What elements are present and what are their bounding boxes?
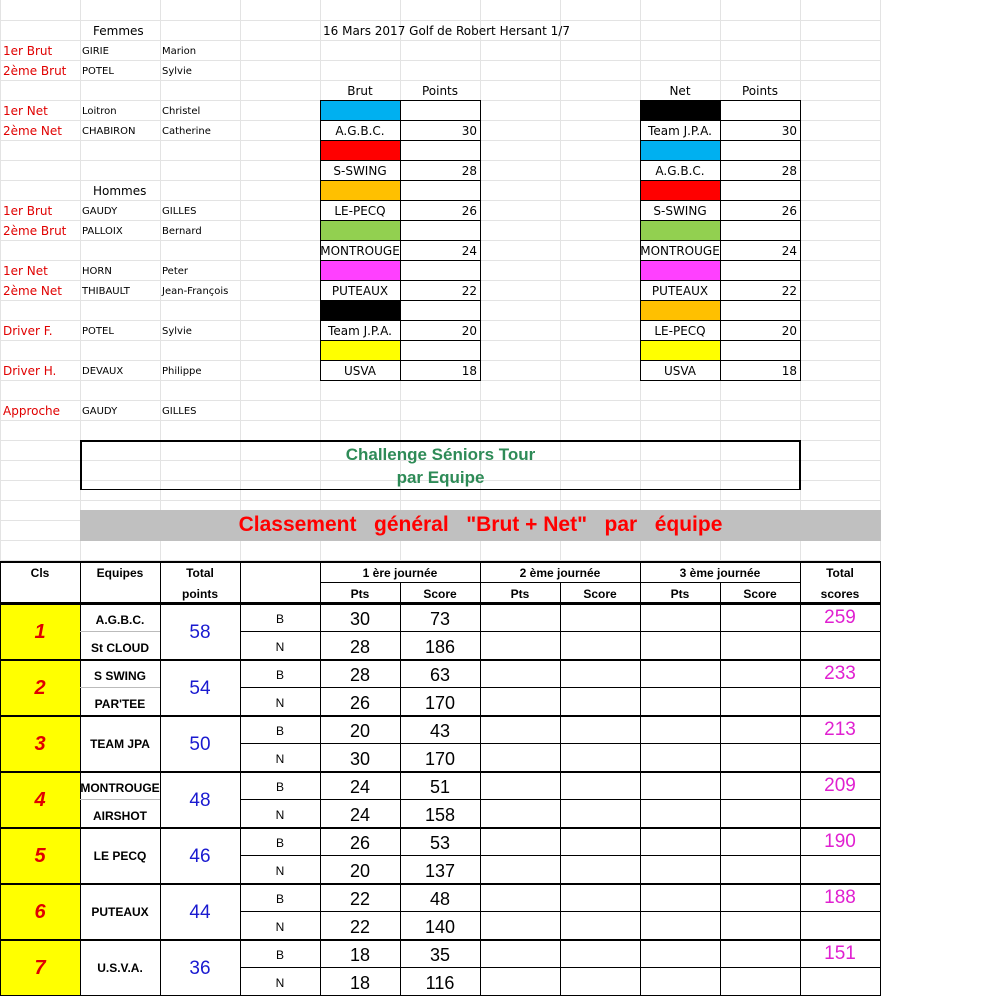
header-total-scores: Total <box>826 566 854 580</box>
team-name-line1: MONTROUGE <box>80 781 160 795</box>
total-score: 209 <box>824 775 856 796</box>
header-pts: Pts <box>510 587 530 601</box>
award-label: 1er Brut <box>3 44 53 58</box>
award-firstname: Jean-François <box>162 286 229 297</box>
team-color-swatch <box>640 100 721 121</box>
total-points: 50 <box>189 734 211 755</box>
net-label: N <box>275 640 285 654</box>
header-pts: Pts <box>670 587 690 601</box>
total-score: 213 <box>824 719 856 740</box>
team-points: 24 <box>461 244 477 258</box>
award-firstname: GILLES <box>162 406 197 417</box>
brut-pts: 24 <box>349 777 371 797</box>
rank-number: 1 <box>34 621 46 643</box>
team-color-swatch <box>640 180 721 201</box>
total-points: 36 <box>189 958 211 979</box>
brut-score: 63 <box>429 665 451 685</box>
brut-score: 51 <box>429 777 451 797</box>
header-equipes: Equipes <box>96 566 144 580</box>
award-firstname: Marion <box>162 46 197 57</box>
team-name-line1: S SWING <box>93 669 146 683</box>
team-color-swatch <box>640 140 721 161</box>
award-firstname: Catherine <box>162 126 211 137</box>
points-empty-cell <box>400 220 481 241</box>
team-name: Team J.P.A. <box>648 124 712 138</box>
team-points: 28 <box>461 164 477 178</box>
net-pts: 28 <box>349 637 371 657</box>
team-name-line2: PAR'TEE <box>94 697 146 711</box>
row-split <box>240 911 881 912</box>
brut-pts: 20 <box>349 721 371 741</box>
points-empty-cell <box>720 140 801 161</box>
points-empty-cell <box>400 180 481 201</box>
header-subline <box>320 582 801 583</box>
total-points: 48 <box>189 790 211 811</box>
header-total: Total <box>186 566 214 580</box>
rank-number: 2 <box>34 677 46 699</box>
net-pts: 24 <box>349 805 371 825</box>
award-firstname: Sylvie <box>162 66 192 77</box>
net-score: 158 <box>424 805 456 825</box>
team-color-swatch <box>320 140 401 161</box>
award-firstname: Peter <box>162 266 189 277</box>
rank-number: 3 <box>34 733 46 755</box>
hommes-heading: Hommes <box>93 184 147 198</box>
brut-score: 35 <box>429 945 451 965</box>
total-score: 188 <box>824 887 856 908</box>
net-score: 170 <box>424 693 456 713</box>
brut-label: B <box>275 780 284 794</box>
femmes-heading: Femmes <box>93 24 144 38</box>
award-firstname: Christel <box>162 106 201 117</box>
brut-score: 43 <box>429 721 451 741</box>
team-color-swatch <box>320 260 401 281</box>
header-journee-3: 3 ème journée <box>679 566 761 580</box>
total-points: 46 <box>189 846 211 867</box>
points-empty-cell <box>400 300 481 321</box>
team-name-line1: A.G.B.C. <box>95 613 145 627</box>
team-name: USVA <box>343 364 377 378</box>
net-label: N <box>275 864 285 878</box>
award-lastname: POTEL <box>82 66 114 77</box>
brut-score: 53 <box>429 833 451 853</box>
net-score: 170 <box>424 749 456 769</box>
points-empty-cell <box>720 260 801 281</box>
team-name: U.S.V.A. <box>97 961 143 975</box>
classement-title: Classement général "Brut + Net" par équipe <box>238 513 723 536</box>
team-points: 26 <box>461 204 477 218</box>
brut_table-col-label: Brut <box>347 84 373 98</box>
header-score: Score <box>423 587 457 601</box>
rank-number: 7 <box>34 957 46 979</box>
team-color-swatch <box>320 220 401 241</box>
team-color-swatch <box>320 340 401 361</box>
challenge-title: Challenge Séniors Tour <box>345 445 536 464</box>
team-points: 20 <box>461 324 477 338</box>
team-name: MONTROUGE <box>320 244 400 258</box>
net-score: 186 <box>424 637 456 657</box>
points-empty-cell <box>720 300 801 321</box>
team-name: S-SWING <box>333 164 387 178</box>
award-lastname: POTEL <box>82 326 114 337</box>
award-label: Approche <box>3 404 61 418</box>
award-label: 1er Net <box>3 104 48 118</box>
header-journee-1: 1 ère journée <box>362 566 438 580</box>
net-score: 137 <box>424 861 456 881</box>
team-points: 30 <box>781 124 797 138</box>
net-pts: 30 <box>349 749 371 769</box>
brut-pts: 26 <box>349 833 371 853</box>
team-name: USVA <box>663 364 697 378</box>
points-empty-cell <box>400 260 481 281</box>
award-firstname: GILLES <box>162 206 197 217</box>
award-label: 1er Net <box>3 264 48 278</box>
team-color-swatch <box>640 260 721 281</box>
brut-pts: 18 <box>349 945 371 965</box>
header-divider <box>240 561 241 603</box>
brut-label: B <box>275 948 284 962</box>
team-name: LE PECQ <box>93 849 147 863</box>
row-split <box>240 855 881 856</box>
award-lastname: THIBAULT <box>82 286 130 297</box>
net-label: N <box>275 976 285 990</box>
net-label: N <box>275 752 285 766</box>
net-label: N <box>275 920 285 934</box>
total-points: 54 <box>189 678 211 699</box>
team-color-swatch <box>640 300 721 321</box>
total-points: 44 <box>189 902 211 923</box>
award-label: 2ème Net <box>3 124 62 138</box>
team-points: 28 <box>781 164 797 178</box>
net-score: 140 <box>424 917 456 937</box>
points-empty-cell <box>400 100 481 121</box>
row-split <box>240 967 881 968</box>
award-lastname: HORN <box>82 266 112 277</box>
brut-score: 73 <box>429 609 451 629</box>
header-journee-2: 2 ème journée <box>519 566 601 580</box>
brut_table-points-label: Points <box>421 84 459 98</box>
header-pts: Pts <box>350 587 370 601</box>
team-split <box>80 631 160 632</box>
row-split <box>240 631 881 632</box>
award-firstname: Bernard <box>162 226 202 237</box>
points-empty-cell <box>720 180 801 201</box>
team-name: LE-PECQ <box>334 204 386 218</box>
team-points: 30 <box>461 124 477 138</box>
award-lastname: CHABIRON <box>82 126 136 137</box>
award-lastname: GAUDY <box>82 206 118 217</box>
team-color-swatch <box>320 300 401 321</box>
award-label: 2ème Brut <box>3 64 67 78</box>
header-score: Score <box>743 587 777 601</box>
total-score: 190 <box>824 831 856 852</box>
brut-score: 48 <box>429 889 451 909</box>
brut-pts: 30 <box>349 609 371 629</box>
team-split <box>80 687 160 688</box>
award-lastname: DEVAUX <box>82 366 124 377</box>
team-points: 20 <box>781 324 797 338</box>
team-color-swatch <box>640 340 721 361</box>
net-pts: 18 <box>349 973 371 993</box>
row-split <box>240 687 881 688</box>
team-name-line2: St CLOUD <box>91 641 149 655</box>
award-lastname: GIRIE <box>82 46 109 57</box>
rank-number: 5 <box>34 845 46 867</box>
award-label: 2ème Net <box>3 284 62 298</box>
team-points: 22 <box>781 284 797 298</box>
award-firstname: Sylvie <box>162 326 192 337</box>
rank-number: 6 <box>34 901 46 923</box>
total-score: 151 <box>824 943 856 964</box>
team-name: PUTEAUX <box>331 284 389 298</box>
team-name: A.G.B.C. <box>335 124 385 138</box>
team-points: 18 <box>461 364 477 378</box>
header-score: Score <box>583 587 617 601</box>
rank-number: 4 <box>34 789 46 811</box>
team-name-line2: AIRSHOT <box>93 809 147 823</box>
net-pts: 22 <box>349 917 371 937</box>
team-color-swatch <box>640 220 721 241</box>
brut-pts: 28 <box>349 665 371 685</box>
team-name: S-SWING <box>653 204 707 218</box>
net_table-points-label: Points <box>741 84 779 98</box>
net-label: N <box>275 696 285 710</box>
brut-label: B <box>275 668 284 682</box>
row-split <box>240 799 881 800</box>
row-split <box>240 743 881 744</box>
points-empty-cell <box>720 100 801 121</box>
total-score: 233 <box>824 663 856 684</box>
team-name: A.G.B.C. <box>655 164 705 178</box>
award-label: 1er Brut <box>3 204 53 218</box>
team-name: MONTROUGE <box>640 244 720 258</box>
award-lastname: PALLOIX <box>82 226 123 237</box>
team-points: 22 <box>461 284 477 298</box>
points-empty-cell <box>400 140 481 161</box>
award-lastname: Loitron <box>82 106 117 117</box>
brut-label: B <box>275 612 284 626</box>
award-firstname: Philippe <box>162 366 202 377</box>
total-points: 58 <box>189 622 211 643</box>
header-scores: scores <box>820 587 860 601</box>
net_table-col-label: Net <box>669 84 691 98</box>
header-points: points <box>182 587 218 601</box>
brut-pts: 22 <box>349 889 371 909</box>
points-empty-cell <box>720 340 801 361</box>
total-score: 259 <box>824 607 856 628</box>
award-label: Driver H. <box>3 364 57 378</box>
team-color-swatch <box>320 180 401 201</box>
points-empty-cell <box>720 220 801 241</box>
points-empty-cell <box>400 340 481 361</box>
team-name: Team J.P.A. <box>328 324 392 338</box>
net-pts: 26 <box>349 693 371 713</box>
team-color-swatch <box>320 100 401 121</box>
award-lastname: GAUDY <box>82 406 118 417</box>
award-label: Driver F. <box>3 324 53 338</box>
brut-label: B <box>275 724 284 738</box>
award-label: 2ème Brut <box>3 224 67 238</box>
team-split <box>80 799 160 800</box>
team-name: LE-PECQ <box>654 324 706 338</box>
team-points: 24 <box>781 244 797 258</box>
team-name: PUTEAUX <box>91 905 149 919</box>
challenge-subtitle: par Equipe <box>396 468 485 487</box>
team-points: 18 <box>781 364 797 378</box>
team-points: 26 <box>781 204 797 218</box>
net-score: 116 <box>425 973 455 993</box>
team-name: TEAM JPA <box>90 737 150 751</box>
header-cls: Cls <box>30 566 50 580</box>
net-pts: 20 <box>349 861 371 881</box>
net-label: N <box>275 808 285 822</box>
team-name: PUTEAUX <box>651 284 709 298</box>
event-title: 16 Mars 2017 Golf de Robert Hersant 1/7 <box>323 24 570 38</box>
brut-label: B <box>275 892 284 906</box>
brut-label: B <box>275 836 284 850</box>
